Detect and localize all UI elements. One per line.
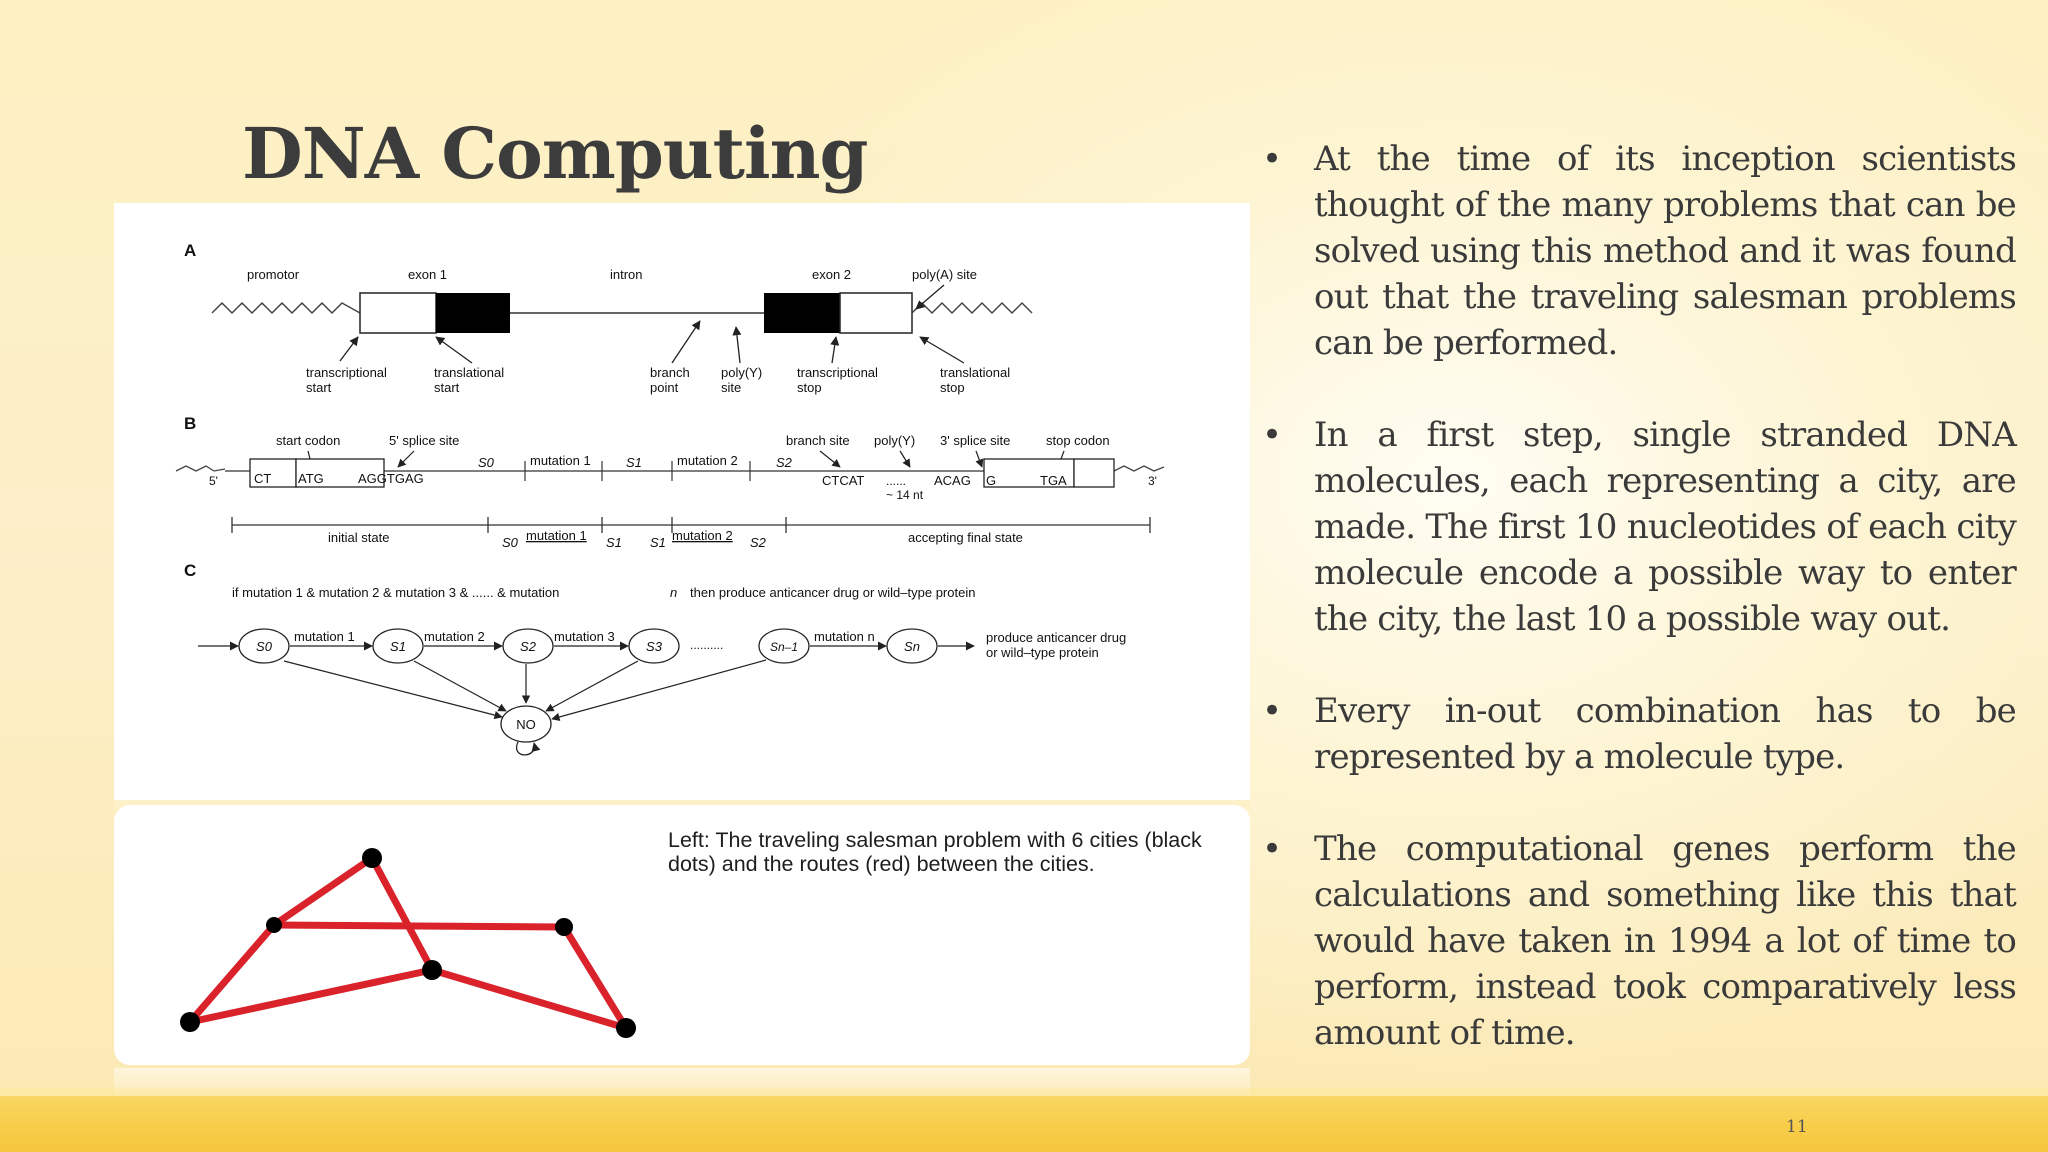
tsp-caption: Left: The traveling salesman problem with 6 cities (black dots) and the routes (red) between the cities. (668, 828, 1202, 876)
state-s2-label: S2 (520, 639, 536, 654)
label-aggtgag: AGGTGAG (358, 471, 424, 486)
bullet-dot: • (1262, 691, 1282, 731)
city-1 (362, 848, 382, 868)
label-transl-stop-1: translational (940, 365, 1011, 380)
label-mutation2-state: mutation 2 (672, 528, 733, 543)
label-accepting-state: accepting final state (908, 530, 1023, 545)
state-sn-label: Sn (904, 639, 920, 654)
b-left-wave (176, 466, 225, 471)
figure-reflection (114, 1068, 1250, 1098)
label-atg: ATG (298, 471, 324, 486)
gene-automaton-diagram (114, 203, 1250, 803)
label-polyy-2: site (721, 380, 742, 395)
label-5prime: 5' (209, 474, 218, 488)
edge-label-mn: mutation n (814, 629, 875, 644)
label-branch-site: branch site (786, 433, 850, 448)
label-transl-start-2: start (434, 380, 460, 395)
footer-band (0, 1096, 2048, 1152)
route-3 (274, 925, 564, 927)
label-branch-2: point (650, 380, 679, 395)
label-trans-stop-1: transcriptional (797, 365, 878, 380)
edge-sn1-no (552, 660, 766, 719)
label-intron: intron (610, 267, 643, 282)
label-polyy-b: poly(Y) (874, 433, 916, 448)
tsp-graph (114, 805, 754, 1065)
output-label-2: or wild–type protein (986, 645, 1099, 660)
edge-label-m2: mutation 2 (424, 629, 485, 644)
label-s1-b: S1 (626, 455, 642, 470)
label-s2-b: S2 (776, 455, 792, 470)
label-initial-state: initial state (328, 530, 390, 545)
edge-s3-no (546, 661, 638, 711)
rule-then: then produce anticancer drug or wild–type protein (690, 585, 976, 600)
bullet-item (1262, 412, 2016, 642)
bullet-text: At the time of its inception scientists thought of the many problems that can be solved using this method and it was found out that the traveling salesman problems can be performed. (1314, 139, 2016, 363)
exon1-coding (436, 293, 510, 333)
label-g: G (986, 473, 997, 488)
bullet-text: The computational genes perform the calculations and something like this that would have taken in 1994 a lot of time to perform, instead took comparatively less amount of time. (1314, 829, 2016, 1053)
exon2-coding (764, 293, 840, 333)
promotor-zigzag (212, 303, 360, 313)
city-6 (616, 1018, 636, 1038)
exon1-box (360, 293, 436, 333)
bullet-list (1262, 136, 2016, 1102)
label-polya-site: poly(A) site (912, 267, 978, 282)
state-s3-label: S3 (646, 639, 662, 654)
arrow-splice3 (976, 451, 982, 467)
route-2 (372, 858, 432, 970)
arrow-polyy (736, 327, 740, 363)
tsp-routes (190, 858, 626, 1028)
label-mutation1-state: mutation 1 (526, 528, 587, 543)
state-sn-1-label: Sn–1 (769, 640, 799, 654)
label-s2-state: S2 (750, 535, 766, 550)
label-mutation2-b: mutation 2 (677, 453, 738, 468)
label-s1-state-2: S1 (650, 535, 666, 550)
label-mutation1-b: mutation 1 (530, 453, 591, 468)
bullet-dot: • (1262, 415, 1282, 455)
label-promotor: promotor (247, 267, 300, 282)
label-tga: TGA (1040, 473, 1067, 488)
label-s1-state: S1 (606, 535, 622, 550)
label-ct: CT (254, 471, 272, 486)
label-start-codon: start codon (276, 433, 341, 448)
label-splice5: 5' splice site (389, 433, 460, 448)
label-polyy-1: poly(Y) (721, 365, 763, 380)
bullet-item (1262, 688, 2016, 780)
label-stop-codon: stop codon (1046, 433, 1110, 448)
label-3prime: 3' (1148, 474, 1157, 488)
arrow-trans-start (340, 337, 358, 361)
label-dots: ...... (886, 474, 907, 488)
label-acag: ACAG (934, 473, 971, 488)
city-2 (266, 917, 282, 933)
arrow-trans-stop (832, 337, 836, 363)
arrow-splice5 (398, 451, 414, 467)
label-splice3: 3' splice site (940, 433, 1011, 448)
panel-c-letter: C (184, 561, 197, 580)
label-transl-start-1: translational (434, 365, 505, 380)
label-s0-b: S0 (478, 455, 494, 470)
label-s0-state: S0 (502, 535, 518, 550)
edge-s0-no (284, 661, 502, 717)
label-trans-start-2: start (306, 380, 332, 395)
output-label-1: produce anticancer drug (986, 630, 1127, 645)
edge-label-m1: mutation 1 (294, 629, 355, 644)
label-14nt: ~ 14 nt (886, 488, 924, 502)
label-branch-1: branch (650, 365, 690, 380)
label-transl-stop-2: stop (940, 380, 965, 395)
b-exon2-box-2 (1074, 459, 1114, 487)
b-right-wave (1114, 466, 1164, 471)
city-4 (422, 960, 442, 980)
arrow-polyy-b (900, 451, 910, 467)
exon2-box (840, 293, 912, 333)
bullet-dot: • (1262, 829, 1282, 869)
state-ellipsis: .......... (690, 638, 724, 652)
bullet-dot: • (1262, 139, 1282, 179)
bullet-item (1262, 136, 2016, 366)
label-exon2: exon 2 (812, 267, 852, 282)
city-5 (180, 1012, 200, 1032)
edge-label-m3: mutation 3 (554, 629, 615, 644)
state-s0-label: S0 (256, 639, 272, 654)
polya-zigzag (912, 303, 1032, 313)
panel-a-letter: A (184, 241, 197, 260)
arrow-transl-stop (920, 337, 964, 363)
arrow-transl-start (436, 337, 472, 363)
city-3 (555, 918, 573, 936)
label-exon1: exon 1 (408, 267, 448, 282)
edge-s1-no (414, 661, 506, 711)
slide-title: DNA Computing (242, 112, 868, 195)
label-trans-stop-2: stop (797, 380, 822, 395)
bullet-text: In a first step, single stranded DNA molecules, each representing a city, are made. The first 10 nucleotides of each city molecule encode a possible way to enter the city, the last 10 a possible way out. (1314, 415, 2016, 639)
panel-b-letter: B (184, 414, 197, 433)
label-trans-start-1: transcriptional (306, 365, 387, 380)
page-number: 11 (1786, 1117, 1808, 1137)
route-1 (274, 858, 372, 925)
state-no-loop (517, 742, 535, 755)
bullet-text: Every in-out combination has to be represented by a molecule type. (1314, 691, 2016, 777)
state-s1-label: S1 (390, 639, 406, 654)
state-no-label: NO (516, 717, 536, 732)
bullet-item (1262, 826, 2016, 1056)
label-ctcat: CTCAT (822, 473, 865, 488)
arrow-branch-site (820, 451, 840, 467)
rule-text: if mutation 1 & mutation 2 & mutation 3 & ...... & mutation (232, 585, 560, 600)
arrow-branch (672, 321, 700, 363)
rule-n: n (670, 585, 678, 600)
